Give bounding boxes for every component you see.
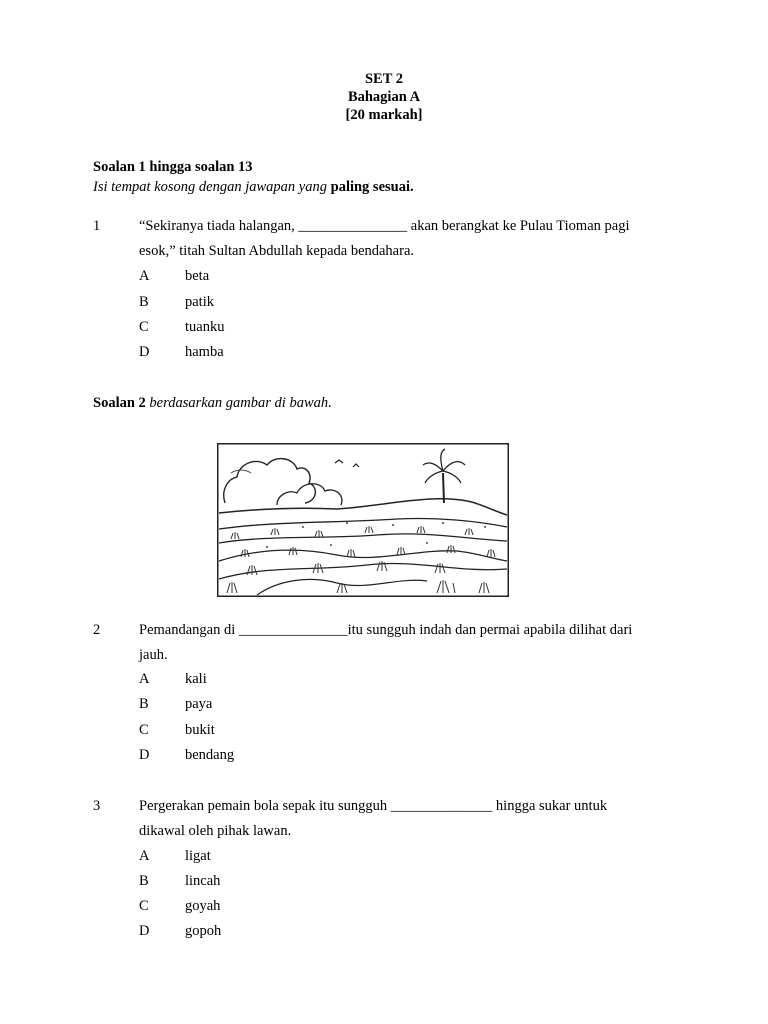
option-text: bendang (185, 747, 235, 763)
option-letter: B (139, 873, 149, 889)
question-number: 1 (93, 218, 101, 234)
section-title: Bahagian A (347, 89, 421, 105)
instruction-title: Soalan 1 hingga soalan 13 (93, 159, 253, 175)
option-text: goyah (185, 898, 221, 914)
question-number: 2 (93, 622, 101, 638)
option-letter: A (139, 671, 150, 687)
option-text: patik (185, 294, 214, 310)
intro-bold: Soalan 2 (93, 395, 146, 411)
set-title: SET 2 (364, 71, 404, 87)
option-text: ligat (185, 848, 211, 864)
question-number: 3 (93, 798, 101, 814)
paddy-field-landscape-illustration (217, 443, 509, 597)
instruction-italic: Isi tempat kosong dengan jawapan yang (93, 179, 327, 195)
question-2-intro (93, 395, 332, 412)
option-text: lincah (185, 873, 221, 889)
option-letter: A (139, 268, 150, 284)
option-text: kali (185, 671, 207, 687)
option-text: paya (185, 696, 213, 712)
instruction-bold: paling sesuai. (330, 179, 414, 195)
option-letter: D (139, 747, 150, 763)
question-text-line2: esok,” titah Sultan Abdullah kepada bendahara. (139, 243, 415, 259)
question-text-line2: jauh. (139, 647, 168, 663)
marks-label: [20 markah] (345, 107, 423, 123)
option-letter: C (139, 319, 149, 335)
question-text-line1: “Sekiranya tiada halangan, _______________ akan berangkat ke Pulau Tioman pagi (139, 218, 630, 234)
option-letter: C (139, 898, 149, 914)
option-text: hamba (185, 344, 224, 360)
option-text: tuanku (185, 319, 225, 335)
question-text-line1: Pergerakan pemain bola sepak itu sungguh ______________ hingga sukar untuk (139, 798, 608, 814)
option-letter: B (139, 294, 149, 310)
option-letter: C (139, 722, 149, 738)
option-letter: B (139, 696, 149, 712)
landscape-drawing (217, 443, 509, 597)
option-text: gopoh (185, 923, 222, 939)
option-letter: D (139, 344, 150, 360)
question-text-line1: Pemandangan di _______________itu sungguh indah dan permai apabila dilihat dari (139, 622, 633, 638)
option-text: bukit (185, 722, 215, 738)
intro-italic: berdasarkan gambar di bawah. (149, 395, 332, 411)
option-letter: D (139, 923, 150, 939)
header (0, 70, 768, 124)
instruction-text (93, 179, 414, 196)
option-letter: A (139, 848, 150, 864)
option-text: beta (185, 268, 210, 284)
question-text-line2: dikawal oleh pihak lawan. (139, 823, 292, 839)
